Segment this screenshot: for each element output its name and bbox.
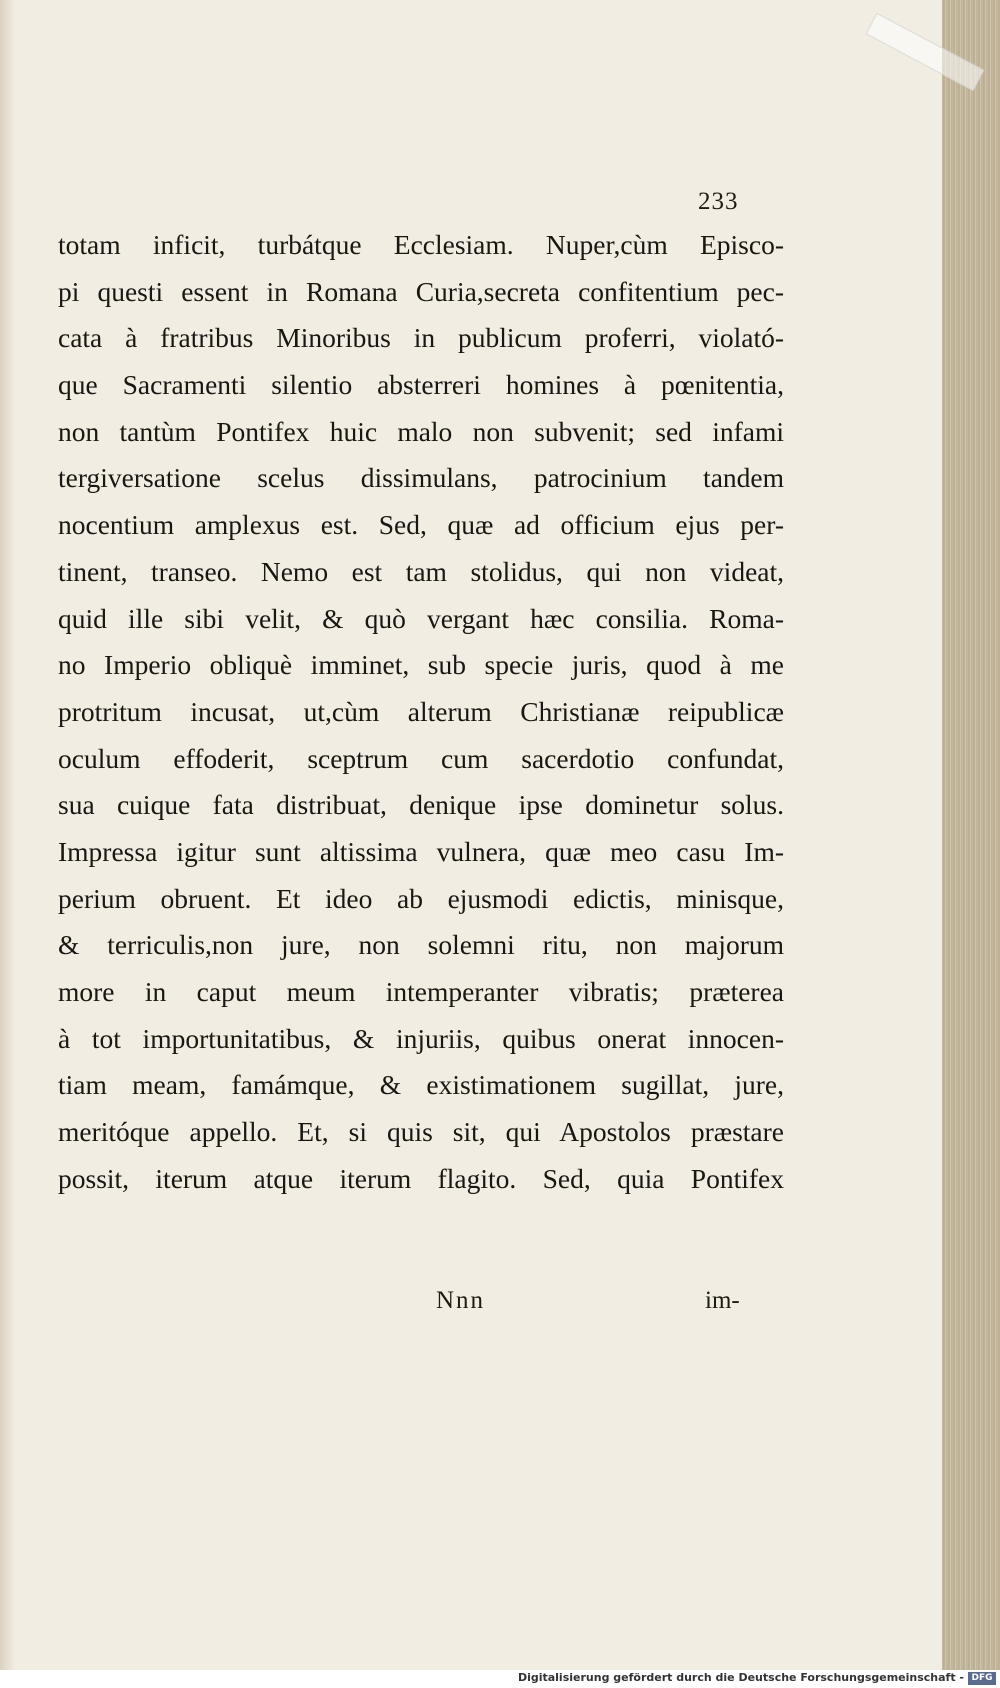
- book-page-edges: [942, 0, 1000, 1670]
- text-line: cata à fratribus Minoribus in publicum proferri, violató-: [58, 322, 784, 354]
- text-line: protritum incusat, ut,cùm alterum Christianæ reipublicæ: [58, 695, 784, 727]
- signature-mark: Nnn: [436, 1287, 486, 1314]
- text-line: tinent, transeo. Nemo est tam stolidus, qui non videat,: [58, 555, 784, 587]
- text-line: no Imperio obliquè imminet, sub specie juris, quod à me: [58, 649, 784, 681]
- body-text: [58, 222, 784, 1202]
- text-line: & terriculis,non jure, non solemni ritu, non majorum: [58, 929, 784, 961]
- text-line: more in caput meum intemperanter vibratis; præterea: [58, 976, 784, 1007]
- footer-credit: Digitalisierung gefördert durch die Deutsche Forschungsgemeinschaft -: [517, 1671, 964, 1684]
- text-line: meritóque appello. Et, si quis sit, qui Apostolos præstare: [58, 1116, 784, 1148]
- text-line: à tot importunitatibus, & injuriis, quibus onerat innocen-: [58, 1022, 784, 1054]
- binding-gutter: [0, 0, 14, 1670]
- text-line: pi questi essent in Romana Curia,secreta confitentium pec-: [58, 275, 784, 307]
- catchword: im-: [705, 1287, 740, 1314]
- text-line: non tantùm Pontifex huic malo non subvenit; sed infami: [58, 415, 784, 447]
- text-line: sua cuique fata distribuat, denique ipse dominetur solus.: [58, 789, 784, 821]
- page-number: 233: [698, 188, 739, 215]
- text-line: oculum effoderit, sceptrum cum sacerdotio confundat,: [58, 742, 784, 774]
- text-line: tiam meam, famámque, & existimationem sugillat, jure,: [58, 1069, 784, 1101]
- text-line: nocentium amplexus est. Sed, quæ ad officium ejus per-: [58, 509, 784, 541]
- text-line: quid ille sibi velit, & quò vergant hæc consilia. Roma-: [58, 602, 784, 634]
- dfg-logo-icon: DFG: [968, 1672, 996, 1685]
- text-line: Impressa igitur sunt altissima vulnera, quæ meo casu Im-: [58, 835, 784, 867]
- text-line: que Sacramenti silentio absterreri homines à pœnitentia,: [58, 369, 784, 401]
- text-line: totam inficit, turbátque Ecclesiam. Nuper,cùm Episco-: [58, 229, 784, 260]
- text-line: tergiversatione scelus dissimulans, patrocinium tandem: [58, 462, 784, 494]
- text-line: possit, iterum atque iterum flagito. Sed, quia Pontifex: [58, 1162, 784, 1194]
- text-line: perium obruent. Et ideo ab ejusmodi edictis, minisque,: [58, 882, 784, 914]
